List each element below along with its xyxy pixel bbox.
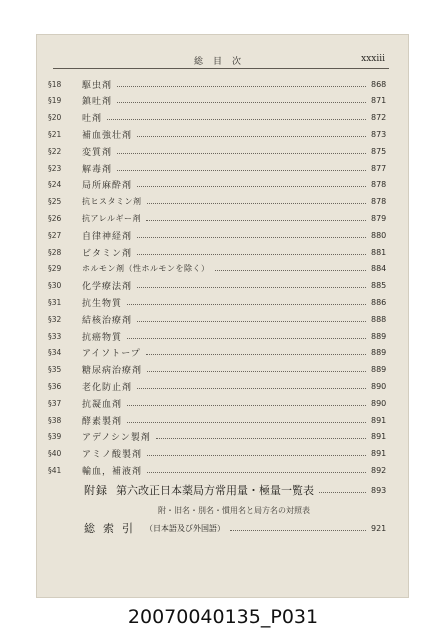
appendix-page-number: 893	[371, 485, 387, 495]
toc-section-number: §21	[48, 129, 62, 139]
toc-section-number: §34	[48, 348, 62, 358]
toc-page-number: 884	[371, 264, 387, 274]
header-rule	[53, 68, 389, 69]
toc-entry	[36, 429, 409, 445]
toc-section-number: §39	[48, 432, 62, 442]
toc-entry	[36, 93, 409, 109]
appendix-entry	[84, 480, 409, 500]
toc-entry	[36, 362, 409, 378]
appendix-title: 第六改正日本薬局方常用量・極量一覧表	[116, 484, 314, 497]
toc-entry-title: 老化防止剤	[82, 382, 133, 393]
appendix-subtitle: 附・旧名・別名・慣用名と局方名の対照表	[158, 506, 310, 515]
toc-entry	[36, 462, 409, 478]
toc-entry	[36, 261, 409, 277]
dot-leader	[146, 354, 366, 355]
dot-leader	[147, 371, 366, 372]
toc-entry	[36, 143, 409, 159]
toc-entry-title: 鎮吐剤	[82, 97, 113, 108]
toc-entry-title: 抗ヒスタミン剤	[82, 197, 142, 207]
dot-leader	[230, 530, 366, 531]
appendix-label: 附録	[84, 484, 108, 497]
toc-page-number: 886	[371, 297, 387, 307]
toc-entry	[36, 126, 409, 142]
dot-leader	[137, 321, 366, 322]
dot-leader	[127, 405, 366, 406]
toc-entry-title: 糖尿病治療剤	[82, 366, 143, 377]
toc-entry-title: 駆虫剤	[82, 80, 113, 91]
toc-page-number: 880	[371, 230, 387, 240]
dot-leader	[117, 153, 366, 154]
toc-entry	[36, 395, 409, 411]
toc-page-number: 881	[371, 247, 387, 257]
toc-entry	[36, 345, 409, 361]
dot-leader	[147, 203, 367, 204]
dot-leader	[147, 455, 366, 456]
toc-section-number: §28	[48, 247, 62, 257]
toc-entry	[36, 328, 409, 344]
toc-page-number: 868	[371, 79, 387, 89]
toc-section-number: §35	[48, 365, 62, 375]
toc-page-number: 873	[371, 129, 387, 139]
dot-leader	[137, 237, 366, 238]
toc-page-number: 891	[371, 449, 387, 459]
toc-page-number: 885	[371, 281, 387, 291]
toc-entry-title: 抗アレルギー剤	[82, 213, 141, 223]
toc-entry-title: 化学療法剤	[82, 282, 133, 293]
index-entry	[84, 518, 409, 538]
dot-leader	[137, 136, 366, 137]
dot-leader	[117, 102, 366, 103]
toc-page-number: 877	[371, 163, 387, 173]
toc-page-number: 879	[371, 213, 387, 223]
toc-section-number: §27	[48, 230, 62, 240]
toc-section-number: §38	[48, 415, 62, 425]
toc-entry	[36, 177, 409, 193]
toc-page-number: 891	[371, 432, 387, 442]
toc-page-number: 891	[371, 415, 387, 425]
toc-page-number: 890	[371, 398, 387, 408]
toc-page-number: 892	[371, 465, 387, 475]
toc-entry	[36, 194, 409, 210]
toc-section-number: §22	[48, 146, 62, 156]
toc-entry-title: 自律神経剤	[82, 231, 133, 242]
toc-section-number: §36	[48, 381, 62, 391]
index-label: 総索引	[84, 522, 141, 535]
toc-entry-title: アデノシン製剤	[82, 433, 151, 444]
dot-leader	[147, 472, 366, 473]
toc-entry	[36, 244, 409, 260]
toc-entry-title: 抗生物質	[82, 298, 123, 309]
toc-entry	[36, 278, 409, 294]
toc-entry-title: 変質剤	[82, 147, 113, 158]
toc-section-number: §20	[48, 113, 62, 123]
scan-caption: 20070040135_P031	[127, 606, 319, 628]
running-header-page-number: xxxiii	[361, 54, 385, 64]
dot-leader	[127, 338, 366, 339]
toc-entry-title: ビタミン剤	[82, 248, 133, 259]
dot-leader	[127, 422, 366, 423]
dot-leader	[127, 304, 366, 305]
book-page	[36, 34, 409, 598]
dot-leader	[146, 220, 366, 221]
running-header-title: 総目次	[193, 57, 251, 67]
toc-page-number: 875	[371, 146, 387, 156]
toc-entry	[36, 110, 409, 126]
toc-page-number: 878	[371, 180, 387, 190]
toc-page-number: 889	[371, 348, 387, 358]
toc-entry-title: 吐剤	[82, 114, 103, 125]
toc-section-number: §40	[48, 449, 62, 459]
index-note: （日本語及び外国語）	[145, 523, 225, 533]
toc-page-number: 871	[371, 96, 387, 106]
toc-section-number: §31	[48, 297, 62, 307]
toc-section-number: §18	[48, 79, 62, 89]
dot-leader	[137, 388, 366, 389]
toc-entry-title: ホルモン剤（性ホルモンを除く）	[82, 264, 210, 274]
toc-section-number: §37	[48, 398, 62, 408]
dot-leader	[137, 186, 366, 187]
toc-entry	[36, 76, 409, 92]
toc-section-number: §30	[48, 281, 62, 291]
toc-entry	[36, 227, 409, 243]
toc-entry-title: 抗癌物質	[82, 332, 123, 343]
toc-section-number: §32	[48, 314, 62, 324]
dot-leader	[137, 254, 366, 255]
toc-entry-title: 抗凝血剤	[82, 399, 123, 410]
toc-section-number: §24	[48, 180, 62, 190]
toc-entry	[36, 378, 409, 394]
toc-entry	[36, 412, 409, 428]
toc-page-number: 889	[371, 365, 387, 375]
toc-entry-title: アイソトープ	[82, 349, 141, 360]
toc-page-number: 888	[371, 314, 387, 324]
toc-entry-title: 結核治療剤	[82, 315, 133, 326]
dot-leader	[215, 270, 367, 271]
toc-section-number: §19	[48, 96, 62, 106]
toc-section-number: §23	[48, 163, 62, 173]
toc-page-number: 872	[371, 113, 387, 123]
toc-section-number: §26	[48, 213, 62, 223]
toc-section-number: §29	[48, 264, 62, 274]
toc-entry-title: 酵素製剤	[82, 416, 123, 427]
toc-entry-title: 補血強壮剤	[82, 130, 133, 141]
toc-entry-title: 輸血，補液剤	[82, 466, 143, 477]
toc-page-number: 890	[371, 381, 387, 391]
toc-entry-title: 解毒剤	[82, 164, 113, 175]
dot-leader	[107, 119, 366, 120]
dot-leader	[137, 287, 366, 288]
toc-entry	[36, 311, 409, 327]
toc-entry	[36, 160, 409, 176]
toc-entry	[36, 446, 409, 462]
toc-section-number: §33	[48, 331, 62, 341]
index-page-number: 921	[371, 523, 387, 533]
dot-leader	[156, 438, 366, 439]
toc-page-number: 889	[371, 331, 387, 341]
dot-leader	[319, 492, 366, 493]
toc-section-number: §25	[48, 197, 62, 207]
toc-page-number: 878	[371, 197, 387, 207]
toc-entry-title: 局所麻酔剤	[82, 181, 133, 192]
toc-entry	[36, 294, 409, 310]
dot-leader	[117, 86, 366, 87]
toc-entry	[36, 210, 409, 226]
toc-entry-title: アミノ酸製剤	[82, 450, 143, 461]
toc-section-number: §41	[48, 465, 62, 475]
dot-leader	[117, 170, 366, 171]
